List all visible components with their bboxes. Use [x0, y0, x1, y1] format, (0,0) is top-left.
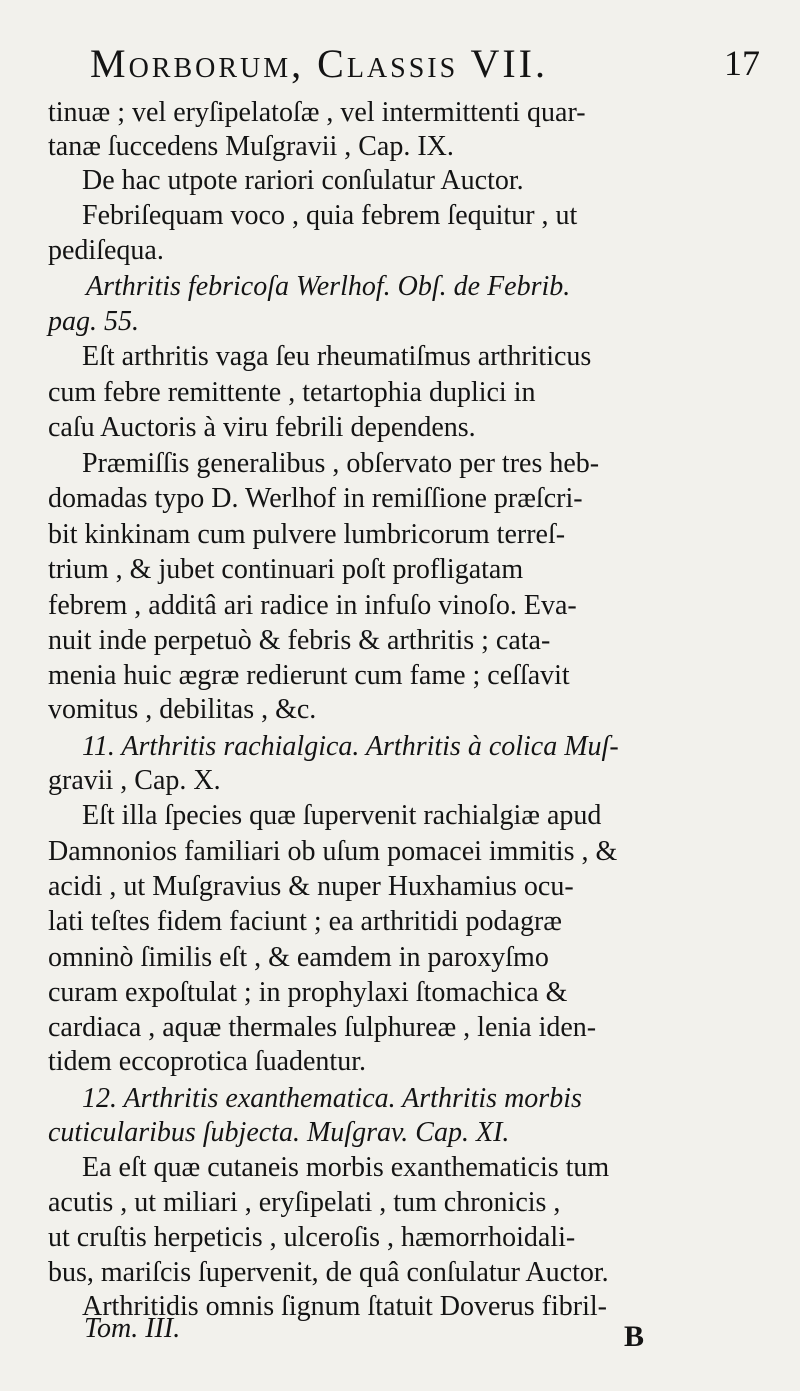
volume-signature: Tom. III. [84, 1313, 181, 1344]
text-line: 12. Arthritis exanthematica. Arthritis morbis [82, 1083, 582, 1114]
text-line: gravii , Cap. X. [48, 765, 221, 796]
text-line: De hac utpote rariori conſulatur Auctor. [82, 165, 524, 196]
page-number: 17 [724, 43, 760, 83]
text-line: bus, mariſcis ſupervenit, de quâ conſulatur Auctor. [48, 1257, 609, 1288]
running-title: Morborum, Classis VII. [90, 41, 549, 86]
text-line: Febriſequam voco , quia febrem ſequitur , ut [82, 200, 578, 231]
text-line: lati teſtes fidem faciunt ; ea arthritidi podagræ [48, 906, 562, 937]
text-line: 11. Arthritis rachialgica. Arthritis à colica Muſ- [82, 731, 619, 762]
text-line: pag. 55. [48, 306, 139, 337]
text-line: Ea eſt quæ cutaneis morbis exanthematicis tum [82, 1152, 610, 1183]
text-line: pediſequa. [48, 235, 164, 266]
text-line: vomitus , debilitas , &c. [48, 694, 317, 725]
text-line: curam expoſtulat ; in prophylaxi ſtomachica & [48, 977, 568, 1008]
text-line: caſu Auctoris à viru febrili dependens. [48, 412, 476, 443]
text-line: febrem , additâ ari radice in infuſo vinoſo. Eva- [48, 590, 577, 621]
text-line: nuit inde perpetuò & febris & arthritis ; cata- [48, 625, 551, 656]
gathering-mark: B [624, 1320, 645, 1353]
text-line: cuticularibus ſubjecta. Muſgrav. Cap. XI. [48, 1117, 510, 1148]
text-line: Eſt arthritis vaga ſeu rheumatiſmus arthriticus [82, 341, 592, 372]
text-line: ut cruſtis herpeticis , ulceroſis , hæmorrhoidali- [48, 1222, 576, 1253]
text-line: domadas typo D. Werlhof in remiſſione præſcri- [48, 483, 583, 514]
text-line: tanæ ſuccedens Muſgravii , Cap. IX. [48, 131, 454, 162]
text-line: Eſt illa ſpecies quæ ſupervenit rachialgiæ apud [82, 800, 602, 831]
running-header [90, 40, 760, 96]
text-line: Arthritis febricoſa Werlhof. Obſ. de Febrib. [86, 271, 571, 302]
text-line: cum febre remittente , tetartophia duplici in [48, 377, 536, 408]
text-line: omninò ſimilis eſt , & eamdem in paroxyſmo [48, 942, 549, 973]
text-line: tinuæ ; vel eryſipelatoſæ , vel intermittenti quar- [48, 97, 586, 128]
text-line: acidi , ut Muſgravius & nuper Huxhamius ocu- [48, 871, 574, 902]
text-line: Damnonios familiari ob uſum pomacei immitis , & [48, 836, 618, 867]
text-line: Arthritidis omnis ſignum ſtatuit Doverus fibril- [82, 1291, 607, 1322]
text-line: menia huic ægræ redierunt cum fame ; ceſſavit [48, 660, 570, 691]
text-line: cardiaca , aquæ thermales ſulphureæ , lenia iden- [48, 1012, 597, 1043]
text-line: acutis , ut miliari , eryſipelati , tum chronicis , [48, 1187, 561, 1218]
text-line: tidem eccoprotica ſuadentur. [48, 1046, 366, 1077]
text-line: Præmiſſis generalibus , obſervato per tres heb- [82, 448, 600, 479]
text-line: trium , & jubet continuari poſt profligatam [48, 554, 524, 585]
text-line: bit kinkinam cum pulvere lumbricorum terreſ- [48, 519, 566, 550]
